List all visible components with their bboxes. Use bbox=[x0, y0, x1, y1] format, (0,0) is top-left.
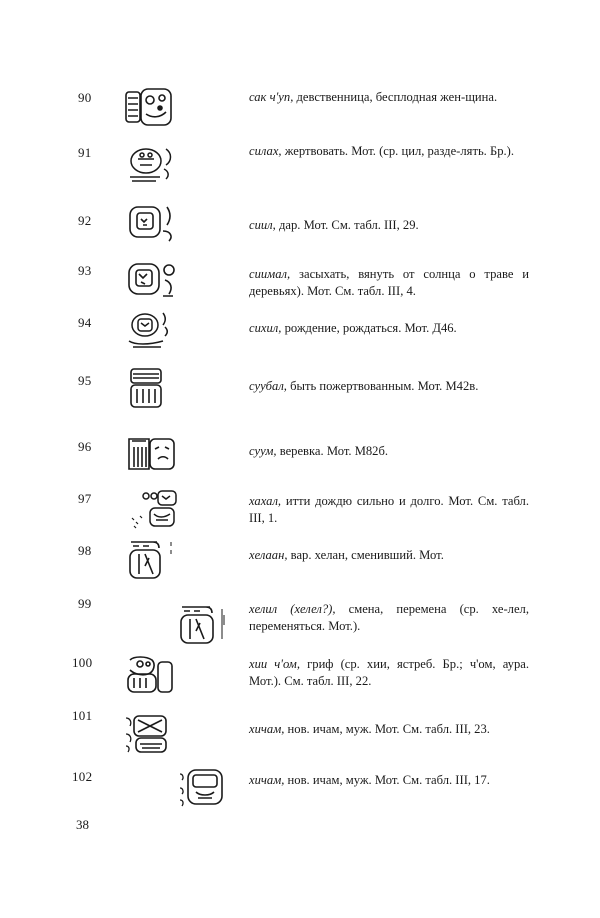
entry-number: 95 bbox=[78, 373, 92, 388]
entry-number: 93 bbox=[78, 263, 92, 278]
definition: жертвовать. Мот. (ср. цил, разде-лять. Бр.). bbox=[281, 144, 515, 158]
maya-glyph-icon bbox=[124, 86, 174, 130]
maya-glyph-icon bbox=[125, 307, 175, 351]
definition: вар. хелан, сменивший. Мот. bbox=[287, 548, 444, 562]
term: хии ч'ом, bbox=[249, 657, 300, 671]
entry-text bbox=[249, 378, 529, 395]
entry-number: 101 bbox=[72, 708, 93, 723]
definition: девственница, бесплодная жен-щина. bbox=[293, 90, 498, 104]
definition: смена, перемена (ср. хе-лел, переменяться. Мот.). bbox=[249, 602, 529, 633]
entry-text bbox=[249, 143, 529, 160]
term: хичам, bbox=[249, 722, 285, 736]
term: силах, bbox=[249, 144, 282, 158]
entry-number: 92 bbox=[78, 213, 92, 228]
entry-text bbox=[249, 493, 529, 526]
entry-number: 94 bbox=[78, 315, 92, 330]
maya-glyph-icon bbox=[126, 433, 176, 477]
term: сихил, bbox=[249, 321, 282, 335]
term: суум, bbox=[249, 444, 277, 458]
term: сак ч'уп, bbox=[249, 90, 294, 104]
entry-text bbox=[249, 547, 529, 564]
term: хичам, bbox=[249, 773, 285, 787]
entry-text bbox=[249, 217, 529, 234]
maya-glyph-icon bbox=[178, 603, 228, 647]
definition: итти дождю сильно и долго. Мот. См. табл. III, 1. bbox=[249, 494, 529, 525]
maya-glyph-icon bbox=[124, 654, 174, 698]
maya-glyph-icon bbox=[128, 488, 178, 532]
entry-text bbox=[249, 320, 529, 337]
term: хелаан, bbox=[249, 548, 288, 562]
term: хахал, bbox=[249, 494, 282, 508]
entry-text bbox=[249, 721, 529, 738]
definition: гриф (ср. хии, ястреб. Бр.; ч'ом, аура. Мот.). См. табл. III, 22. bbox=[249, 657, 529, 688]
entry-text bbox=[249, 772, 529, 789]
entry-text bbox=[249, 656, 529, 689]
maya-glyph-icon bbox=[127, 367, 177, 411]
definition: засыхать, вянуть от солнца о траве и деревьях). Мот. См. табл. III, 4. bbox=[249, 267, 529, 298]
maya-glyph-icon bbox=[127, 203, 177, 247]
entry-number: 100 bbox=[72, 655, 93, 670]
term: сиил, bbox=[249, 218, 276, 232]
maya-glyph-icon bbox=[127, 260, 177, 304]
maya-glyph-icon bbox=[126, 141, 176, 185]
entry-number: 97 bbox=[78, 491, 92, 506]
definition: нов. ичам, муж. Мот. См. табл. III, 23. bbox=[284, 722, 490, 736]
maya-glyph-icon bbox=[176, 766, 226, 810]
entry-number: 90 bbox=[78, 90, 92, 105]
entry-text bbox=[249, 443, 529, 460]
maya-glyph-icon bbox=[122, 712, 172, 756]
entry-number: 91 bbox=[78, 145, 92, 160]
entry-text bbox=[249, 266, 529, 299]
entry-number: 99 bbox=[78, 596, 92, 611]
entry-number: 96 bbox=[78, 439, 92, 454]
definition: дар. Мот. См. табл. III, 29. bbox=[275, 218, 419, 232]
definition: быть пожертвованным. Мот. М42в. bbox=[286, 379, 479, 393]
definition: веревка. Мот. М82б. bbox=[276, 444, 389, 458]
term: сиимал, bbox=[249, 267, 291, 281]
entry-number: 102 bbox=[72, 769, 93, 784]
entry-text bbox=[249, 89, 529, 106]
entry-number: 98 bbox=[78, 543, 92, 558]
term: суубал, bbox=[249, 379, 287, 393]
definition: рождение, рождаться. Мот. Д46. bbox=[281, 321, 457, 335]
entry-text bbox=[249, 601, 529, 634]
term: хелил (хелел?), bbox=[249, 602, 336, 616]
maya-glyph-icon bbox=[127, 538, 177, 582]
definition: нов. ичам, муж. Мот. См. табл. III, 17. bbox=[284, 773, 490, 787]
page-number: 38 bbox=[76, 817, 89, 832]
